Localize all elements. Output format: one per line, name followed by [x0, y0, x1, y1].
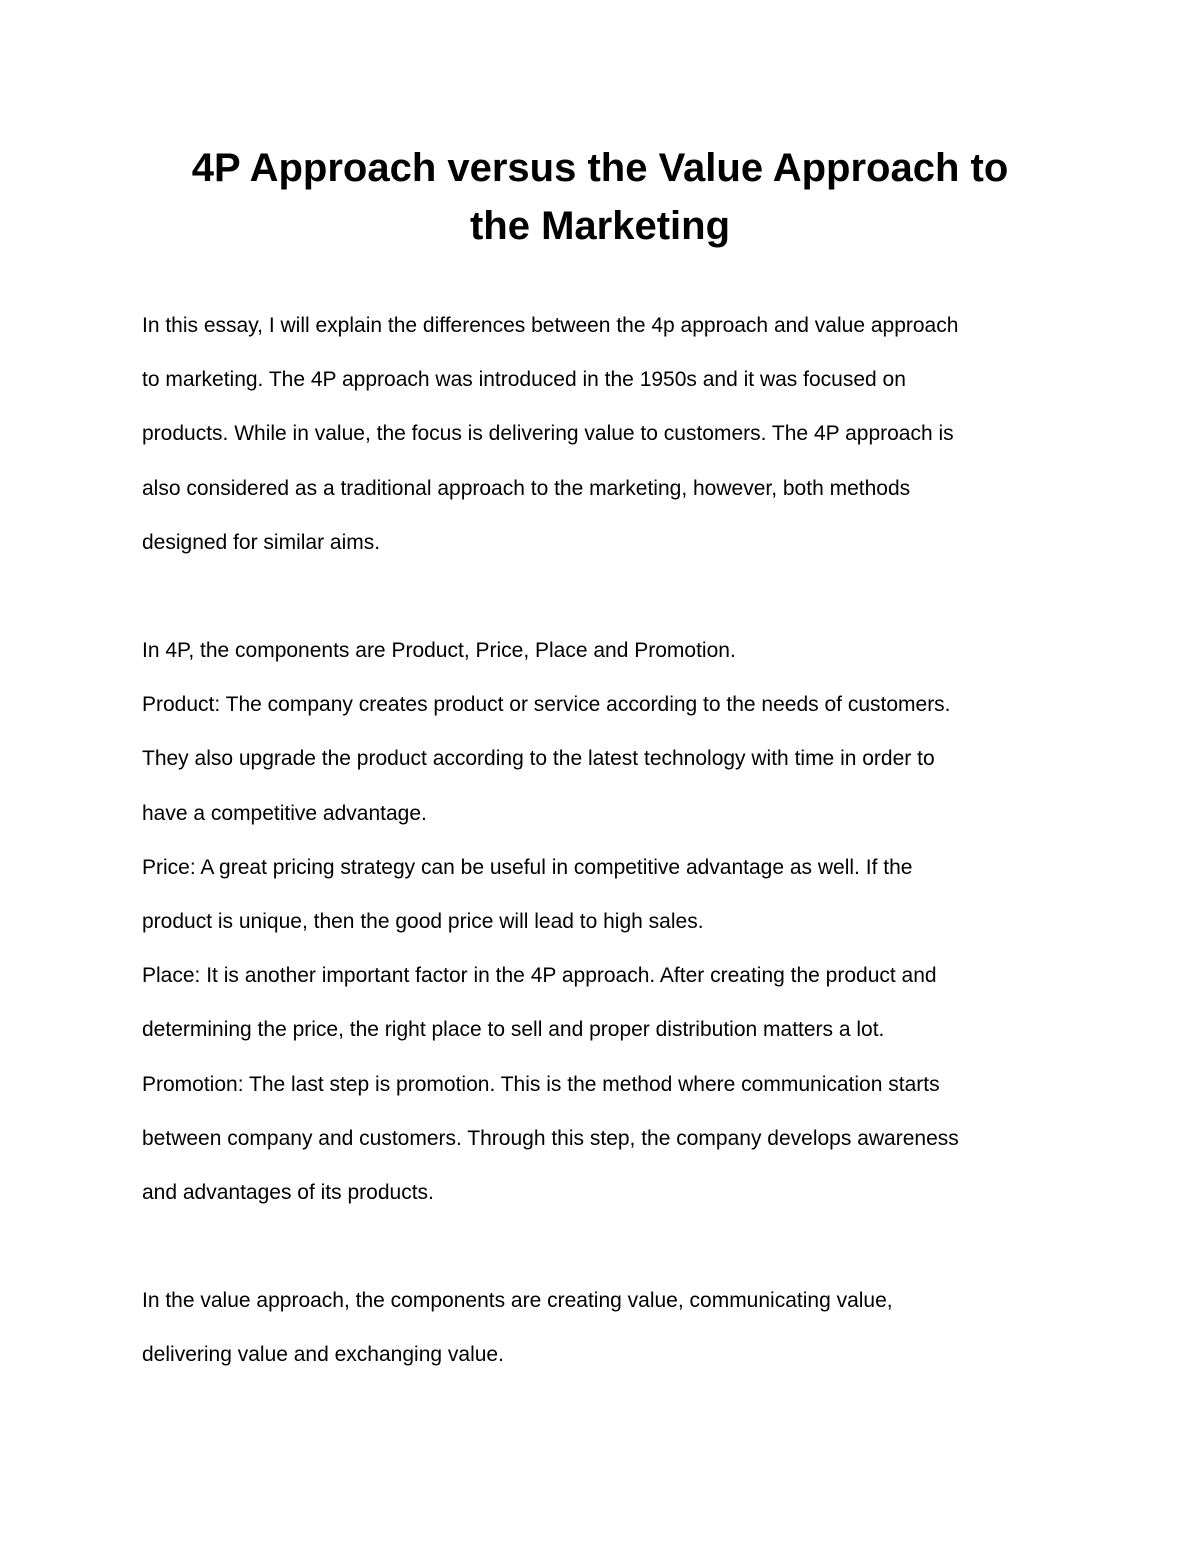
text-line: Place: It is another important factor in the 4P approach. After creating the product and — [142, 964, 937, 988]
intro-paragraph — [142, 299, 1072, 570]
text-line: and advantages of its products. — [142, 1181, 434, 1205]
text-line: Product: The company creates product or service according to the needs of customers. — [142, 693, 951, 717]
text-line: In the value approach, the components are creating value, communicating value, — [142, 1289, 893, 1312]
text-line: Promotion: The last step is promotion. This is the method where communication starts — [142, 1072, 940, 1096]
text-line: between company and customers. Through this step, the company develops awareness — [142, 1126, 959, 1150]
title-line: the Marketing — [469, 204, 731, 248]
text-line: designed for similar aims. — [142, 530, 381, 554]
text-line: Price: A great pricing strategy can be useful in competitive advantage as well. If the — [142, 855, 913, 879]
text-line: products. While in value, the focus is delivering value to customers. The 4P approach is — [142, 422, 954, 446]
text-line: In 4P, the components are Product, Price, Place and Promotion. — [142, 639, 736, 662]
text-line: also considered as a traditional approach to the marketing, however, both methods — [142, 476, 911, 500]
document-title — [100, 139, 1100, 255]
text-line: In this essay, I will explain the differences between the 4p approach and value approach — [142, 314, 959, 337]
components-paragraph — [142, 624, 1072, 1220]
text-line: delivering value and exchanging value. — [142, 1343, 504, 1367]
text-line: product is unique, then the good price will lead to high sales. — [142, 910, 704, 934]
value-approach-paragraph — [142, 1274, 1072, 1382]
title-line: 4P Approach versus the Value Approach to — [191, 146, 1009, 190]
text-line: have a competitive advantage. — [142, 801, 427, 825]
text-line: determining the price, the right place to sell and proper distribution matters a lot. — [142, 1018, 885, 1042]
text-line: They also upgrade the product according to the latest technology with time in order to — [142, 747, 935, 771]
text-line: to marketing. The 4P approach was introduced in the 1950s and it was focused on — [142, 368, 906, 392]
